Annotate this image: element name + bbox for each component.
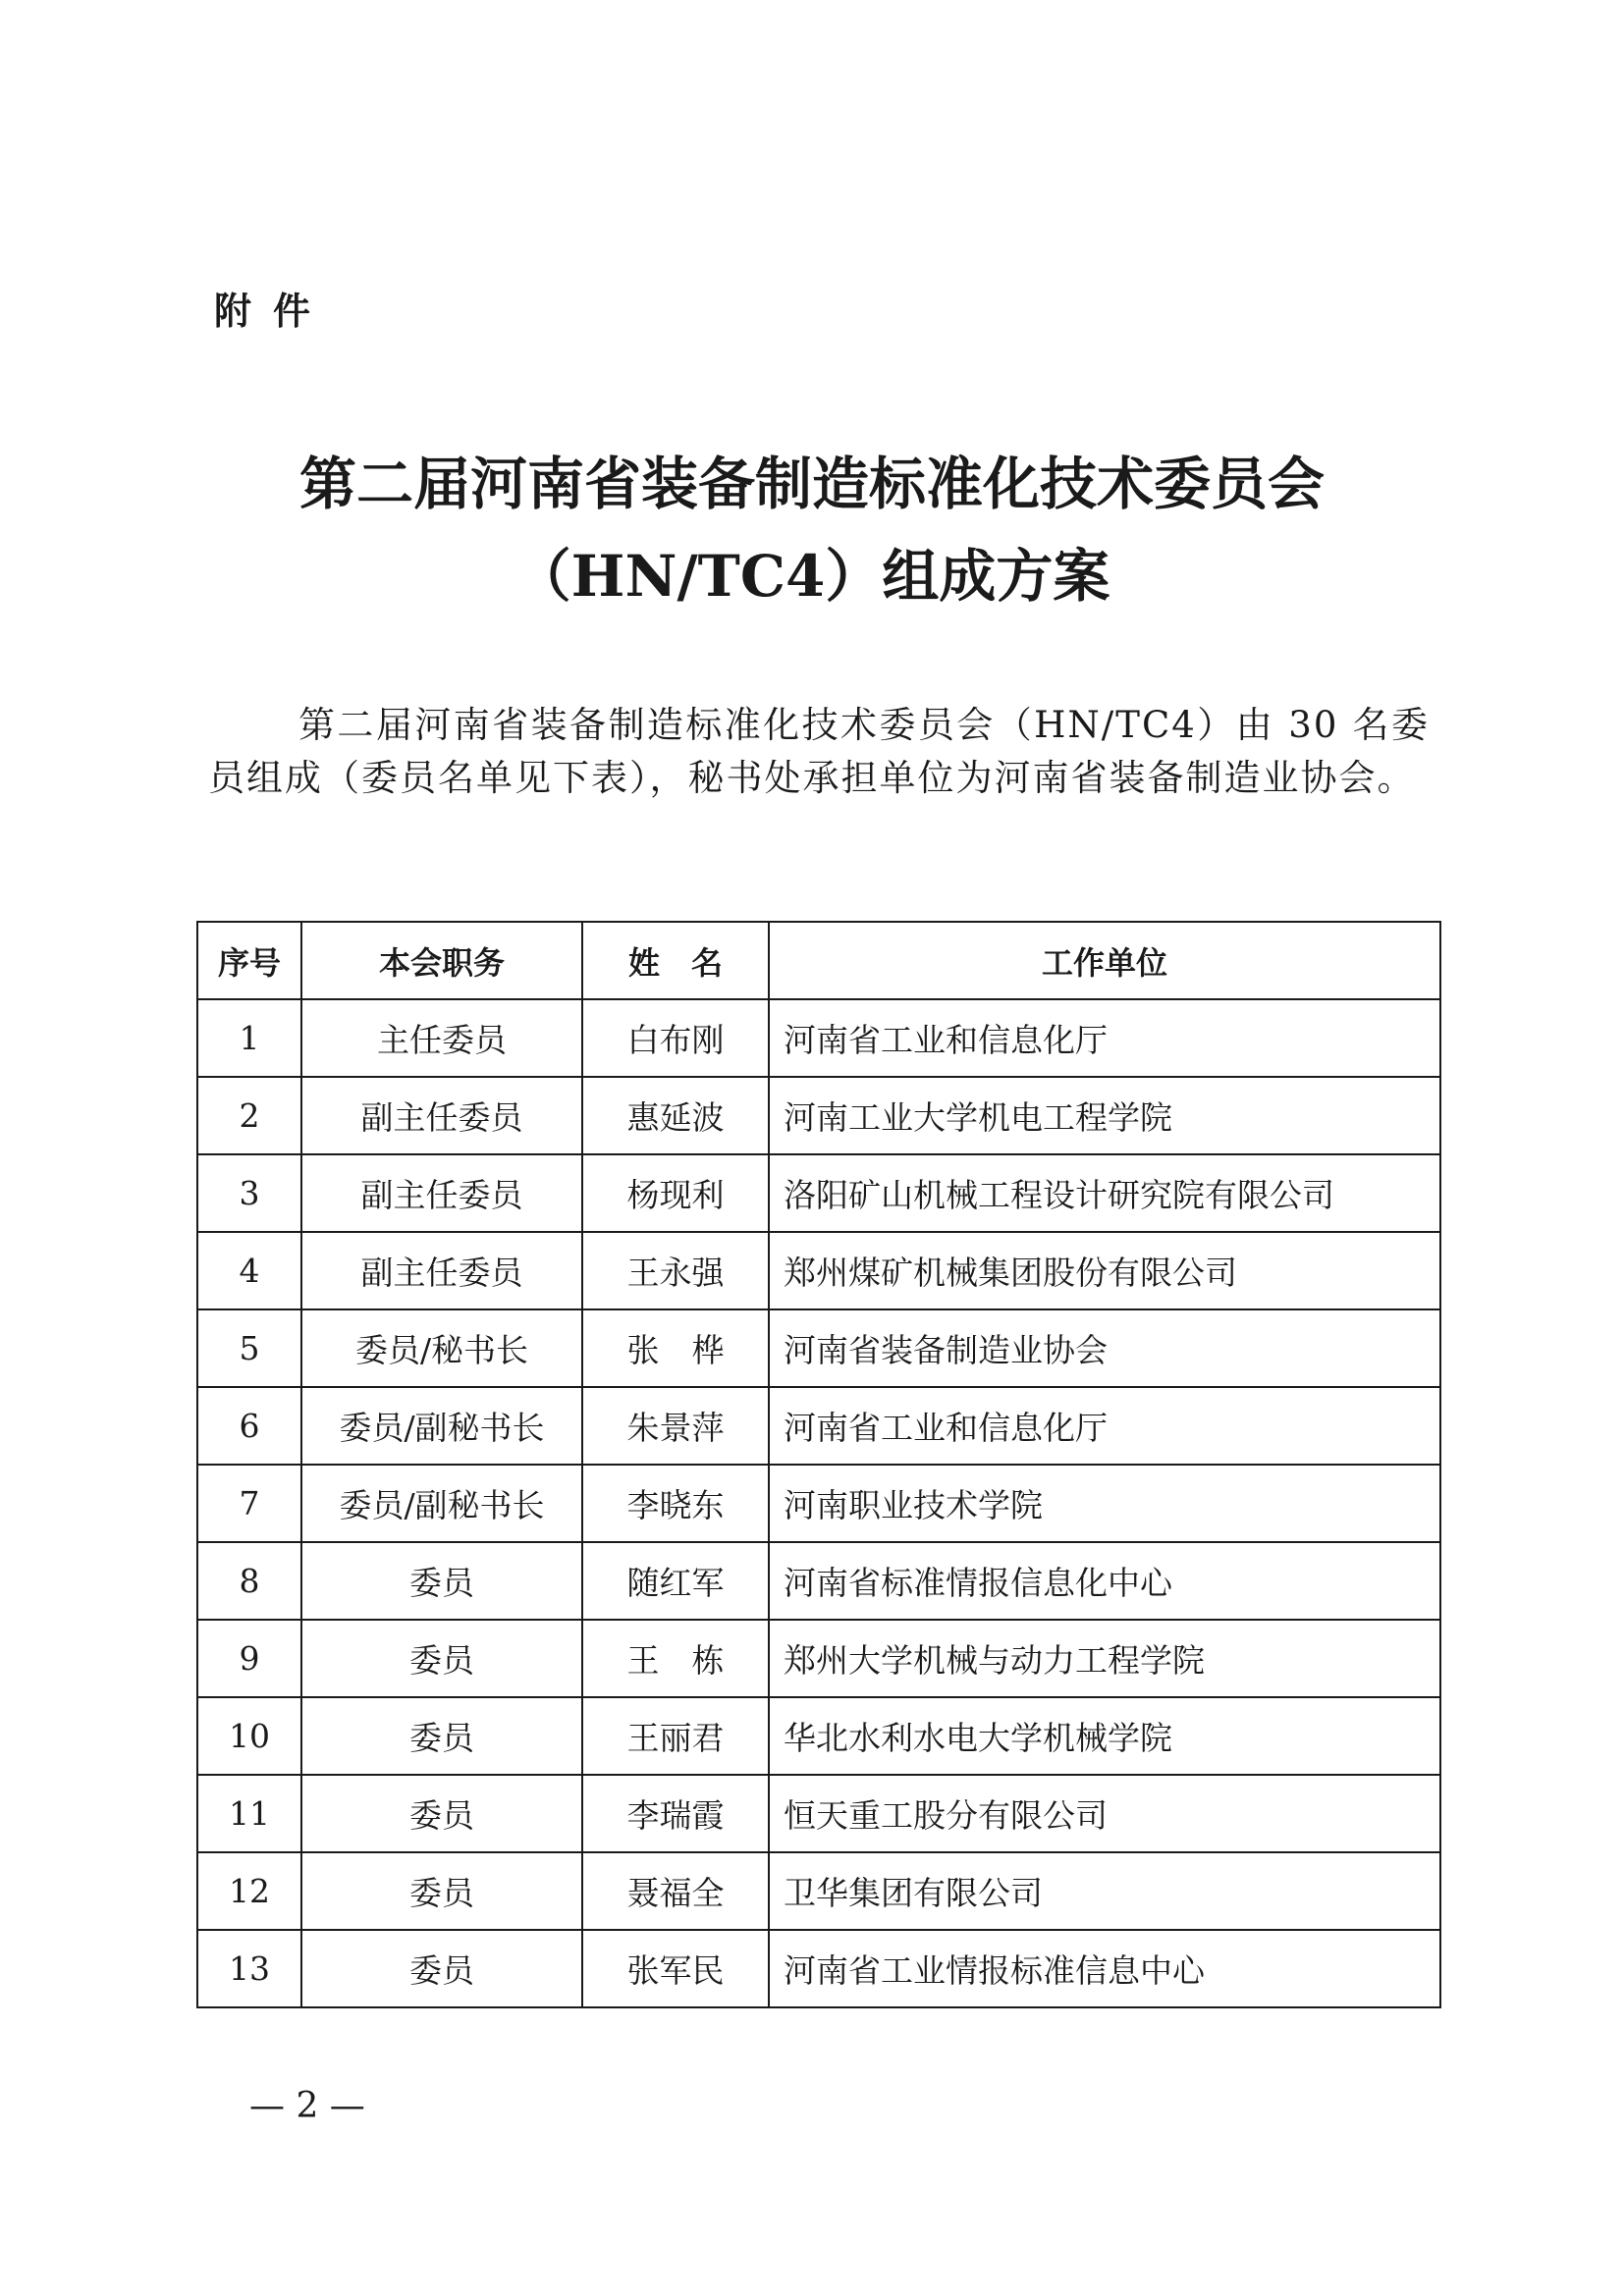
header-organization: 工作单位 [769, 922, 1440, 999]
row-name: 朱景萍 [582, 1387, 769, 1465]
row-name: 李瑞霞 [582, 1775, 769, 1852]
row-index: 7 [197, 1465, 301, 1542]
table-row [197, 1930, 1440, 2007]
row-role: 副主任委员 [301, 1077, 582, 1154]
row-name: 惠延波 [582, 1077, 769, 1154]
table-row [197, 1387, 1440, 1465]
row-index: 4 [197, 1232, 301, 1309]
table-row [197, 1465, 1440, 1542]
table-row [197, 1077, 1440, 1154]
document-title-line-2: （HN/TC4）组成方案 [514, 543, 1110, 610]
table-row [197, 1852, 1440, 1930]
header-name: 姓 名 [582, 922, 769, 999]
row-index: 9 [197, 1620, 301, 1697]
row-name: 白布刚 [582, 999, 769, 1077]
committee-members-table [196, 921, 1441, 2008]
row-role: 主任委员 [301, 999, 582, 1077]
row-organization: 河南省工业和信息化厅 [769, 999, 1440, 1077]
table-row [197, 1154, 1440, 1232]
row-role: 委员/副秘书长 [301, 1465, 582, 1542]
row-index: 13 [197, 1930, 301, 2007]
row-index: 5 [197, 1309, 301, 1387]
row-role: 委员 [301, 1620, 582, 1697]
row-name: 李晓东 [582, 1465, 769, 1542]
table-row [197, 1542, 1440, 1620]
row-index: 1 [197, 999, 301, 1077]
intro-paragraph [208, 699, 1430, 805]
row-organization: 河南省工业情报标准信息中心 [769, 1930, 1440, 2007]
table-row [197, 1232, 1440, 1309]
row-role: 委员/秘书长 [301, 1309, 582, 1387]
table-row [197, 1775, 1440, 1852]
row-role: 委员/副秘书长 [301, 1387, 582, 1465]
table-row [197, 999, 1440, 1077]
row-organization: 河南省工业和信息化厅 [769, 1387, 1440, 1465]
table-row [197, 1697, 1440, 1775]
row-index: 6 [197, 1387, 301, 1465]
header-index: 序号 [197, 922, 301, 999]
row-organization: 恒天重工股分有限公司 [769, 1775, 1440, 1852]
row-role: 委员 [301, 1775, 582, 1852]
row-organization: 河南省装备制造业协会 [769, 1309, 1440, 1387]
table-row [197, 1620, 1440, 1697]
row-role: 委员 [301, 1542, 582, 1620]
row-index: 3 [197, 1154, 301, 1232]
row-organization: 河南工业大学机电工程学院 [769, 1077, 1440, 1154]
row-name: 张 桦 [582, 1309, 769, 1387]
row-name: 杨现利 [582, 1154, 769, 1232]
attachment-label: 附件 [214, 290, 333, 333]
table-row [197, 1309, 1440, 1387]
table-header-row [197, 922, 1440, 999]
row-name: 张军民 [582, 1930, 769, 2007]
row-name: 聂福全 [582, 1852, 769, 1930]
document-title-line-1: 第二届河南省装备制造标准化技术委员会 [298, 451, 1325, 517]
row-index: 12 [197, 1852, 301, 1930]
row-index: 2 [197, 1077, 301, 1154]
row-organization: 华北水利水电大学机械学院 [769, 1697, 1440, 1775]
row-organization: 郑州大学机械与动力工程学院 [769, 1620, 1440, 1697]
row-role: 副主任委员 [301, 1232, 582, 1309]
row-index: 8 [197, 1542, 301, 1620]
page-number: — 2 — [249, 2086, 365, 2126]
intro-text: 第二届河南省装备制造标准化技术委员会（HN/TC4）由 30 名委员组成（委员名单见下表），秘书处承担单位为河南省装备制造业协会。 [208, 704, 1430, 799]
row-index: 10 [197, 1697, 301, 1775]
row-name: 随红军 [582, 1542, 769, 1620]
row-role: 副主任委员 [301, 1154, 582, 1232]
row-index: 11 [197, 1775, 301, 1852]
row-name: 王丽君 [582, 1697, 769, 1775]
row-role: 委员 [301, 1697, 582, 1775]
row-organization: 河南职业技术学院 [769, 1465, 1440, 1542]
row-name: 王永强 [582, 1232, 769, 1309]
row-organization: 河南省标准情报信息化中心 [769, 1542, 1440, 1620]
row-organization: 卫华集团有限公司 [769, 1852, 1440, 1930]
header-role: 本会职务 [301, 922, 582, 999]
row-organization: 郑州煤矿机械集团股份有限公司 [769, 1232, 1440, 1309]
row-organization: 洛阳矿山机械工程设计研究院有限公司 [769, 1154, 1440, 1232]
row-role: 委员 [301, 1930, 582, 2007]
row-name: 王 栋 [582, 1620, 769, 1697]
row-role: 委员 [301, 1852, 582, 1930]
